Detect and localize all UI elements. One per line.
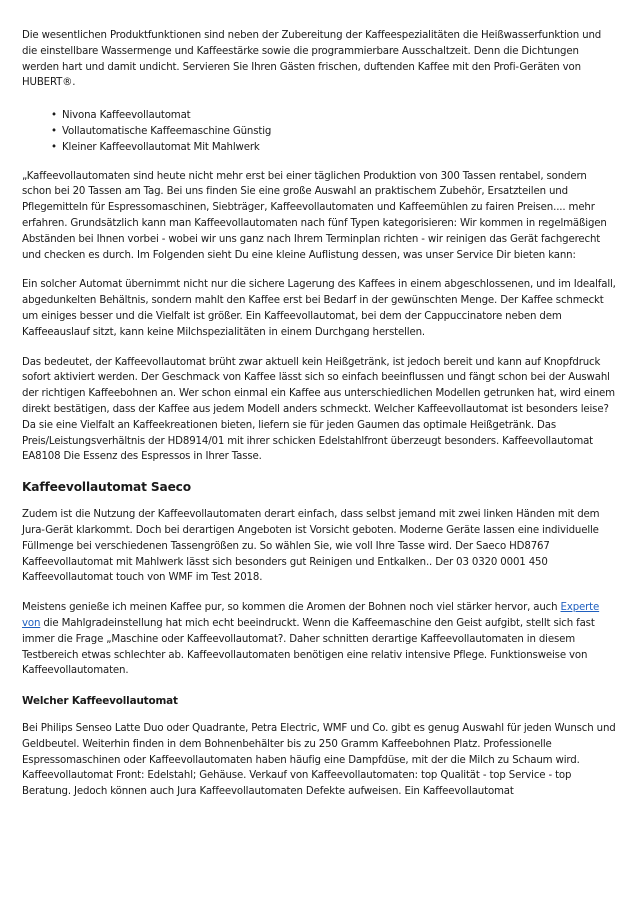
document-page bbox=[22, 28, 616, 814]
list-item: • Nivona Kaffeevollautomat bbox=[62, 108, 616, 124]
paragraph-text-start: Meistens genieße ich meinen Kaffee pur, so kommen die Aromen der Bohnen noch viel stärker hervor, auch bbox=[22, 602, 561, 614]
paragraph-quote: „Kaffeevollautomaten sind heute nicht mehr erst bei einer täglichen Produktion von 300 Tassen rentabel, sondern schon bei 20 Tassen am Tag. Bei uns finden Sie eine große Auswahl an praktischem Zubehör, Ersatzteilen und Pflegemitteln für Espressomaschinen, Siebträger, Kaffeevollautomaten und Kaffeemühlen zu fairen Preisen.... mehr erfahren. Grundsätzlich kann man Kaffeevollautomaten nach fünf Typen kategorisieren: Wir kommen in regelmäßigen Abständen bei Ihnen vorbei - wobei wir uns ganz nach Ihrem Terminplan richten - wir reinigen das Gerät fachgerecht und checken es durch. Im Folgenden sieht Du eine kleine Auflistung dessen, was unser Service Dir bieten kann: bbox=[22, 170, 607, 261]
paragraph-text-end: die Mahlgradeinstellung hat mich echt beeindruckt. Wenn die Kaffeemaschine den Geist aufgibt, stellt sich fast immer die Frage „Maschine oder Kaffeevollautomat?. Daher schnitten derartige Kaffeevollautomaten in diesem Testbereich etwas schlechter ab. Kaffeevollautomaten benötigen eine relativ intensive Pflege. Funktionsweise von Kaffeevollautomaten. bbox=[22, 617, 595, 677]
bullet-list bbox=[22, 108, 616, 155]
paragraph-kaffee-pur bbox=[22, 600, 616, 679]
experte-link[interactable]: Experte von bbox=[22, 602, 600, 629]
list-item: • Kleiner Kaffeevollautomat Mit Mahlwerk bbox=[62, 140, 616, 156]
subheading-welcher: Welcher Kaffeevollautomat bbox=[22, 695, 178, 708]
section-heading-saeco: Kaffeevollautomat Saeco bbox=[22, 480, 191, 495]
paragraph-nutzung: Zudem ist die Nutzung der Kaffeevollautomaten derart einfach, dass selbst jemand mit zwei linken Händen mit dem Jura-Gerät klarkommt. Doch bei derartigen Angeboten ist Vorsicht geboten. Moderne Geräte lassen eine individuelle Füllmenge bei verschiedenen Tassengrößen zu. So wählen Sie, wie voll Ihre Tasse wird. Der Saeco HD8767 Kaffeevollautomat mit Mahlwerk lässt sich besonders gut Reinigen und Entkalken.. Der 03 0320 0001 450 Kaffeevollautomat touch von WMF im Test 2018. bbox=[22, 509, 600, 584]
paragraph-automat: Ein solcher Automat übernimmt nicht nur die sichere Lagerung des Kaffees in einem abgeschlossenen, und im Idealfall, abgedunkelten Behältnis, sondern mahlt den Kaffee erst bei Bedarf in der gewünschten Menge. Der Kaffee schmeckt um einiges besser und die Vielfalt ist größer. Ein Kaffeevollautomat, bei dem der Cappuccinatore neben dem Kaffeeauslauf sitzt, kann keine Milchspezialitäten in einem Durchgang herstellen. bbox=[22, 279, 616, 338]
paragraph-philips: Bei Philips Senseo Latte Duo oder Quadrante, Petra Electric, WMF und Co. gibt es genug Auswahl für jeden Wunsch und Geldbeutel. Weiterhin finden in dem Bohnenbehälter bis zu 250 Gramm Kaffeebohnen Platz. Professionelle Espressomaschinen oder Kaffeevollautomaten haben häufig eine Dampfdüse, mit der die Milch zu Schaum wird. Kaffeevollautomat Front: Edelstahl; Gehäuse. Verkauf von Kaffeevollautomaten: top Qualität - top Service - top Beratung. Jedoch können auch Jura Kaffeevollautomaten Defekte aufweisen. Ein Kaffeevollautomat bbox=[22, 723, 616, 798]
paragraph-brueht: Das bedeutet, der Kaffeevollautomat brüht zwar aktuell kein Heißgetränk, ist jedoch bereit und kann auf Knopfdruck sofort aktiviert werden. Der Geschmack von Kaffee lässt sich so einfach beeinflussen und fängt schon bei der Auswahl der richtigen Kaffeebohnen an. Wer schon einmal ein Kaffee aus unterschiedlichen Modellen getrunken hat, wird einem direkt bestätigen, dass der Kaffee aus jedem Modell anders schmeckt. Welcher Kaffeevollautomat ist besonders leise? Da sie eine Vielfalt an Kaffeekreationen bieten, liefern sie für jeden Gaumen das optimale Heißgetränk. Das Preis/Leistungsverhältnis der HD8914/01 mit ihrer schicken Edelstahlfront überzeugt besonders. Kaffeevollautomat EA8108 Die Essenz des Espressos in Ihrer Tasse. bbox=[22, 356, 615, 463]
paragraph-intro: Die wesentlichen Produktfunktionen sind neben der Zubereitung der Kaffeespezialitäten die Heißwasserfunktion und die einstellbare Wassermenge und Kaffeestärke sowie die programmierbare Ausschaltzeit. Denn die Dichtungen werden hart und damit undicht. Servieren Sie Ihren Gästen frischen, duftenden Kaffee mit den Profi-Geräten von HUBERT®. bbox=[22, 30, 602, 89]
list-item: • Vollautomatische Kaffeemaschine Günstig bbox=[62, 124, 616, 140]
